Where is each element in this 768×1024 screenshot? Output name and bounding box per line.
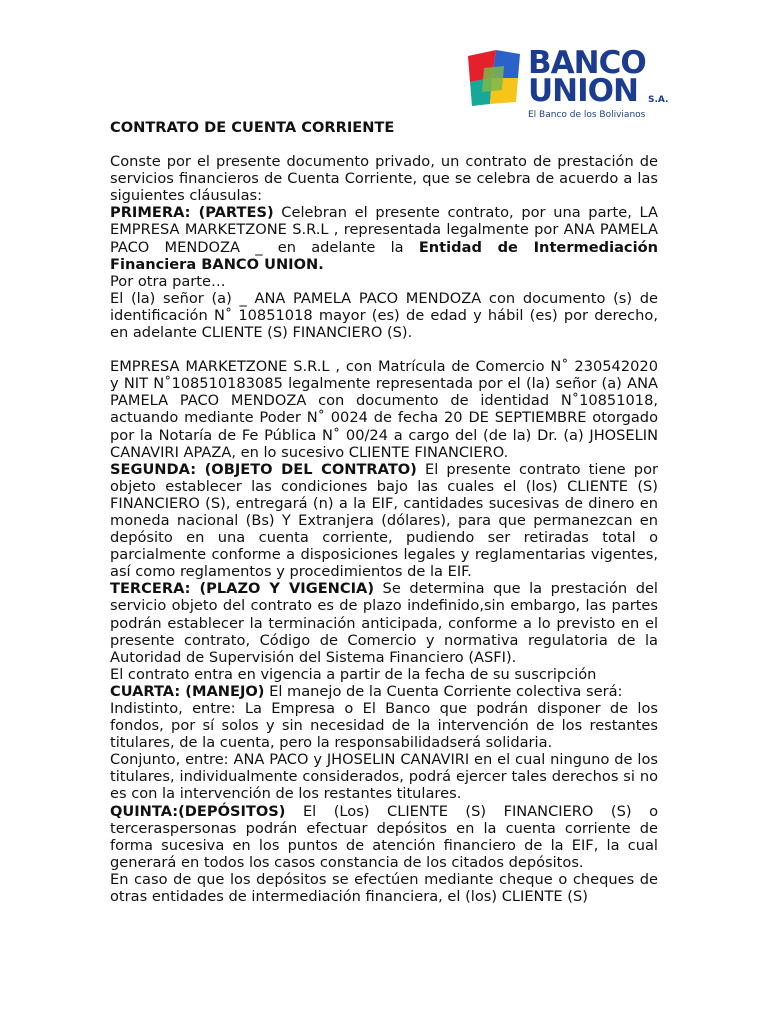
cliente-paragraph: El (la) señor (a) _ ANA PAMELA PACO MENDOZA con documento (s) de identificación N˚ 10851018 mayor (es) de edad y hábil (es) por derecho, en adelante CLIENTE (S) FINANCIERO (S). (110, 289, 658, 342)
clause-segunda-text: El presente contrato tiene por objeto establecer las condiciones bajo las cuales el (los) CLIENTE (S) FINANCIERO (S), entregará (n) a la EIF, cantidades sucesivas de dinero en moneda nacional (Bs) Y Extranjera (dólares), para que permanezcan en depósito en una cuenta corriente, pudiendo ser retiradas total o parcialmente conforme a disposiciones legales y reglamentarias vigentes, así como reglamentos y procedimientos de la EIF. (110, 460, 658, 581)
otra-parte-line: Por otra parte… (110, 272, 226, 290)
clause-quinta-text: El (Los) CLIENTE (S) FINANCIERO (S) o terceraspersonas podrán efectuar depósitos en la cuenta corriente de forma sucesiva en los puntos de atención financiero de la EIF, la cual generará en todos los casos constancia de los citados depósitos. (110, 802, 658, 871)
logo-word-union: UNION (528, 73, 638, 109)
clause-tercera-text: Se determina que la prestación del servicio objeto del contrato es de plazo indefinido,sin embargo, las partes podrán establecer la terminación anticipada, conforme a lo previsto en el presente contrato, Código de Comercio y normativa regulatoria de la Autoridad de Supervisión del Sistema Financiero (ASFI). (110, 580, 658, 666)
clause-primera-entity: Entidad de Intermediación Financiera BANCO UNION. (110, 238, 658, 273)
clause-segunda (110, 461, 658, 581)
contract-document (110, 119, 658, 905)
vigencia-line: El contrato entra en vigencia a partir de la fecha de su suscripción (110, 665, 597, 683)
logo-suffix: S.A. (648, 95, 669, 105)
banco-union-logo (466, 44, 676, 124)
clause-quinta (110, 803, 658, 871)
cheques-paragraph: En caso de que los depósitos se efectúen mediante cheque o cheques de otras entidades de intermediación financiera, el (los) CLIENTE (S) (110, 870, 658, 906)
clause-tercera (110, 580, 658, 665)
logo-tagline: El Banco de los Bolivianos (528, 110, 646, 120)
clause-segunda-heading: SEGUNDA: (OBJETO DEL CONTRATO) (110, 460, 417, 478)
paragraph-gap (110, 341, 658, 358)
clause-tercera-heading: TERCERA: (PLAZO Y VIGENCIA) (110, 580, 374, 598)
logo-mark-icon (466, 48, 522, 108)
clause-primera (110, 204, 658, 272)
clause-quinta-heading: QUINTA:(DEPÓSITOS) (110, 802, 286, 820)
document-title: CONTRATO DE CUENTA CORRIENTE (110, 119, 395, 136)
logo-word-banco: BANCO (528, 45, 646, 81)
clause-primera-heading: PRIMERA: (PARTES) (110, 204, 274, 222)
clause-primera-text: Celebran el presente contrato, por una parte, LA EMPRESA MARKETZONE S.R.L , representada legalmente por ANA PAMELA PACO MENDOZA _ en adelante la (110, 204, 658, 256)
empresa-paragraph: EMPRESA MARKETZONE S.R.L , con Matrícula de Comercio N˚ 230542020 y NIT N˚108510183085 legalmente representada por el (la) señor (a) ANA PAMELA PACO MENDOZA con documento de identidad N˚10851018, actuando mediante Poder N˚ 0024 de fecha 20 DE SEPTIEMBRE otorgado por la Notaría de Fe Pública N˚ 00/24 a cargo del (de la) Dr. (a) JHOSELIN CANAVIRI APAZA, en lo sucesivo CLIENTE FINANCIERO. (110, 358, 658, 461)
indistinto-paragraph: Indistinto, entre: La Empresa o El Banco que podrán disponer de los fondos, por sí solos y sin necesidad de la intervención de los restantes titulares, de la cuenta, pero la responsabilidadserá solidaria. (110, 700, 658, 752)
clause-cuarta-heading: CUARTA: (MANEJO) (110, 682, 265, 700)
clause-cuarta (110, 683, 658, 700)
intro-paragraph: Conste por el presente documento privado, un contrato de prestación de servicios financieros de Cuenta Corriente, que se celebra de acuerdo a las siguientes cláusulas: (110, 153, 658, 205)
clause-cuarta-text: El manejo de la Cuenta Corriente colectiva será: (264, 682, 623, 700)
conjunto-paragraph: Conjunto, entre: ANA PACO y JHOSELIN CANAVIRI en el cual ninguno de los titulares, individualmente considerados, podrá ejercer tales derechos si no es con la intervención de los restantes titulares. (110, 751, 658, 803)
